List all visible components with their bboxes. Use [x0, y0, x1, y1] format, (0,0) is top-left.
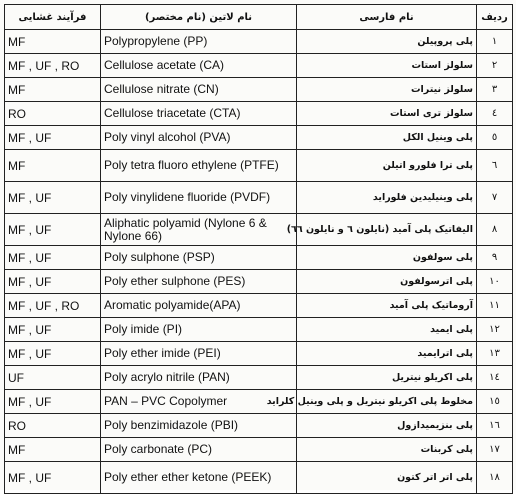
table-row [5, 366, 513, 390]
cell-index: ٩ [477, 246, 513, 270]
cell-latin-name: Poly ether imide (PEI) [101, 342, 297, 366]
cell-index: ٢ [477, 54, 513, 78]
cell-process: MF [5, 150, 101, 182]
cell-latin-name: Poly tetra fluoro ethylene (PTFE) [101, 150, 297, 182]
cell-process: MF , UF [5, 214, 101, 246]
table-row [5, 150, 513, 182]
cell-latin-name: Poly acrylo nitrile (PAN) [101, 366, 297, 390]
cell-index: ١٦ [477, 414, 513, 438]
cell-latin-name: Poly imide (PI) [101, 318, 297, 342]
cell-index: ١٢ [477, 318, 513, 342]
cell-index: ١٧ [477, 438, 513, 462]
table-row [5, 246, 513, 270]
cell-persian-name: الیفاتیک پلی آمید (نایلون ٦ و نایلون ٦٦) [297, 214, 477, 246]
cell-process: MF , UF [5, 126, 101, 150]
table-row [5, 390, 513, 414]
table-row [5, 182, 513, 214]
cell-index: ٧ [477, 182, 513, 214]
cell-latin-name: Aliphatic polyamid (Nylone 6 & Nylone 66) [101, 214, 297, 246]
cell-process: MF [5, 30, 101, 54]
cell-index: ٥ [477, 126, 513, 150]
cell-latin-name: Poly sulphone (PSP) [101, 246, 297, 270]
table-row [5, 126, 513, 150]
cell-index: ١ [477, 30, 513, 54]
cell-index: ١٥ [477, 390, 513, 414]
cell-persian-name: سلولز نیترات [297, 78, 477, 102]
cell-persian-name: پلی سولفون [297, 246, 477, 270]
table-row [5, 462, 513, 494]
cell-latin-name: Cellulose nitrate (CN) [101, 78, 297, 102]
table-row [5, 438, 513, 462]
table-row [5, 54, 513, 78]
cell-index: ٤ [477, 102, 513, 126]
cell-process: MF , UF [5, 270, 101, 294]
table-row [5, 270, 513, 294]
table-row [5, 102, 513, 126]
cell-process: MF , UF [5, 342, 101, 366]
cell-latin-name: Cellulose triacetate (CTA) [101, 102, 297, 126]
cell-persian-name: سلولز تری استات [297, 102, 477, 126]
cell-latin-name: Poly vinylidene fluoride (PVDF) [101, 182, 297, 214]
cell-process: MF , UF , RO [5, 54, 101, 78]
table-row [5, 30, 513, 54]
cell-index: ٨ [477, 214, 513, 246]
table-row [5, 318, 513, 342]
cell-index: ١٨ [477, 462, 513, 494]
cell-process: RO [5, 102, 101, 126]
cell-persian-name: پلی اکریلو نیتریل [297, 366, 477, 390]
header-row [5, 5, 513, 30]
header-persian-name: نام فارسی [297, 5, 477, 30]
cell-latin-name: Poly vinyl alcohol (PVA) [101, 126, 297, 150]
header-process: فرآیند غشایی [5, 5, 101, 30]
cell-process: MF [5, 78, 101, 102]
cell-index: ١١ [477, 294, 513, 318]
table-row [5, 78, 513, 102]
cell-index: ١٠ [477, 270, 513, 294]
table-row [5, 294, 513, 318]
cell-persian-name: سلولز استات [297, 54, 477, 78]
cell-persian-name: پلی بنزیمیدازول [297, 414, 477, 438]
cell-persian-name: پلی ایمید [297, 318, 477, 342]
header-index: ردیف [477, 5, 513, 30]
cell-index: ١٣ [477, 342, 513, 366]
cell-index: ١٤ [477, 366, 513, 390]
cell-process: UF [5, 366, 101, 390]
cell-persian-name: پلی وینیل الکل [297, 126, 477, 150]
cell-latin-name: Poly ether sulphone (PES) [101, 270, 297, 294]
cell-process: RO [5, 414, 101, 438]
cell-index: ٦ [477, 150, 513, 182]
cell-persian-name: پلی پروپیلن [297, 30, 477, 54]
table-row [5, 214, 513, 246]
cell-latin-name: Poly ether ether ketone (PEEK) [101, 462, 297, 494]
cell-index: ٣ [477, 78, 513, 102]
cell-process: MF , UF , RO [5, 294, 101, 318]
cell-process: MF [5, 438, 101, 462]
header-latin-name: نام لاتین (نام مختصر) [101, 5, 297, 30]
cell-process: MF , UF [5, 182, 101, 214]
cell-latin-name: Polypropylene (PP) [101, 30, 297, 54]
cell-persian-name: پلی اتر اتر کتون [297, 462, 477, 494]
cell-process: MF , UF [5, 246, 101, 270]
cell-process: MF , UF [5, 318, 101, 342]
cell-persian-name: پلی کربنات [297, 438, 477, 462]
cell-persian-name: پلی ترا فلورو اتیلن [297, 150, 477, 182]
cell-process: MF , UF [5, 462, 101, 494]
cell-persian-name: مخلوط پلی اکریلو نیتریل و پلی وینیل کلراید [297, 390, 477, 414]
cell-latin-name: PAN – PVC Copolymer [101, 390, 297, 414]
cell-latin-name: Aromatic polyamide(APA) [101, 294, 297, 318]
cell-latin-name: Cellulose acetate (CA) [101, 54, 297, 78]
cell-persian-name: پلی وینیلیدین فلوراید [297, 182, 477, 214]
polymer-membrane-table [4, 4, 513, 494]
cell-persian-name: پلی اترسولفون [297, 270, 477, 294]
cell-process: MF , UF [5, 390, 101, 414]
cell-latin-name: Poly carbonate (PC) [101, 438, 297, 462]
table-row [5, 414, 513, 438]
cell-persian-name: پلی اترایمید [297, 342, 477, 366]
table-row [5, 342, 513, 366]
cell-latin-name: Poly benzimidazole (PBI) [101, 414, 297, 438]
cell-persian-name: آروماتیک پلی آمید [297, 294, 477, 318]
